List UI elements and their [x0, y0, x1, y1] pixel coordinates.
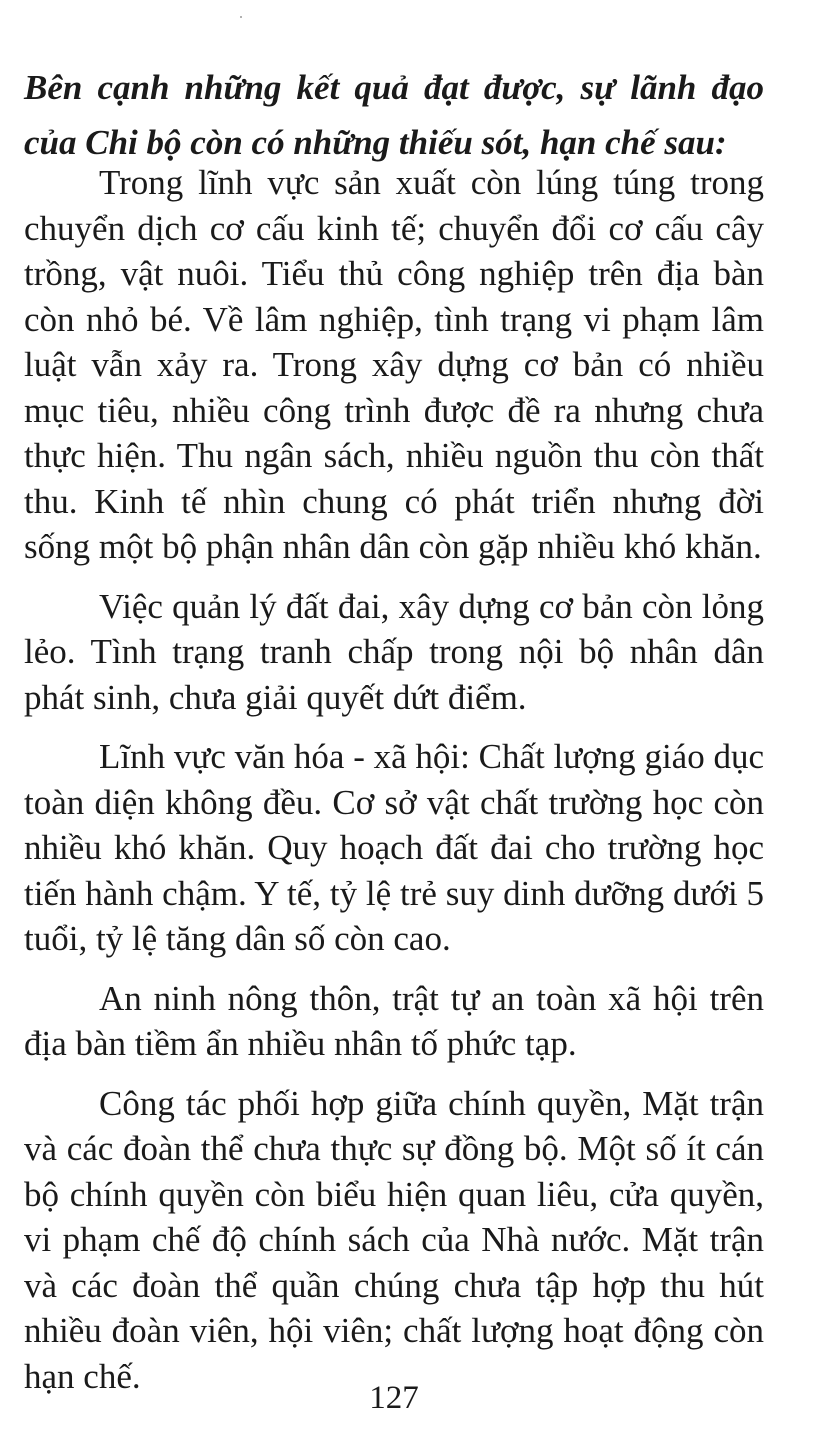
paragraph-production: Trong lĩnh vực sản xuất còn lúng túng trong chuyển dịch cơ cấu kinh tế; chuyển đổi cơ cấu cây trồng, vật nuôi. Tiểu thủ công nghiệp trên địa bàn còn nhỏ bé. Về lâm nghiệp, tình trạng vi phạm lâm luật vẫn xảy ra. Trong xây dựng cơ bản có nhiều mục tiêu, nhiều công trình được đề ra nhưng chưa thực hiện. Thu ngân sách, nhiều nguồn thu còn thất thu. Kinh tế nhìn chung có phát triển nhưng đời sống một bộ phận nhân dân còn gặp nhiều khó khăn. [24, 163, 764, 566]
book-page [24, 0, 764, 1450]
paragraph-culture-society: Lĩnh vực văn hóa - xã hội: Chất lượng giáo dục toàn diện không đều. Cơ sở vật chất trường học còn nhiều khó khăn. Quy hoạch đất đai cho trường học tiến hành chậm. Y tế, tỷ lệ trẻ suy dinh dưỡng dưới 5 tuổi, tỷ lệ tăng dân số còn cao. [24, 737, 764, 958]
body-text [24, 160, 764, 1399]
page-number: 127 [369, 1380, 419, 1416]
paragraph-security: An ninh nông thôn, trật tự an toàn xã hội trên địa bàn tiềm ẩn nhiều nhân tố phức tạp. [24, 978, 764, 1063]
paragraph-land-management: Việc quản lý đất đai, xây dựng cơ bản còn lỏng lẻo. Tình trạng tranh chấp trong nội bộ nhân dân phát sinh, chưa giải quyết dứt điểm. [24, 586, 764, 717]
section-heading: Bên cạnh những kết quả đạt được, sự lãnh đạo của Chi bộ còn có những thiếu sót, hạn chế sau: [24, 68, 764, 162]
paragraph-coordination: Công tác phối hợp giữa chính quyền, Mặt trận và các đoàn thể chưa thực sự đồng bộ. Một số ít cán bộ chính quyền còn biểu hiện quan liêu, cửa quyền, vi phạm chế độ chính sách của Nhà nước. Mặt trận và các đoàn thể quần chúng chưa tập hợp thu hút nhiều đoàn viên, hội viên; chất lượng hoạt động còn hạn chế. [24, 1083, 764, 1396]
